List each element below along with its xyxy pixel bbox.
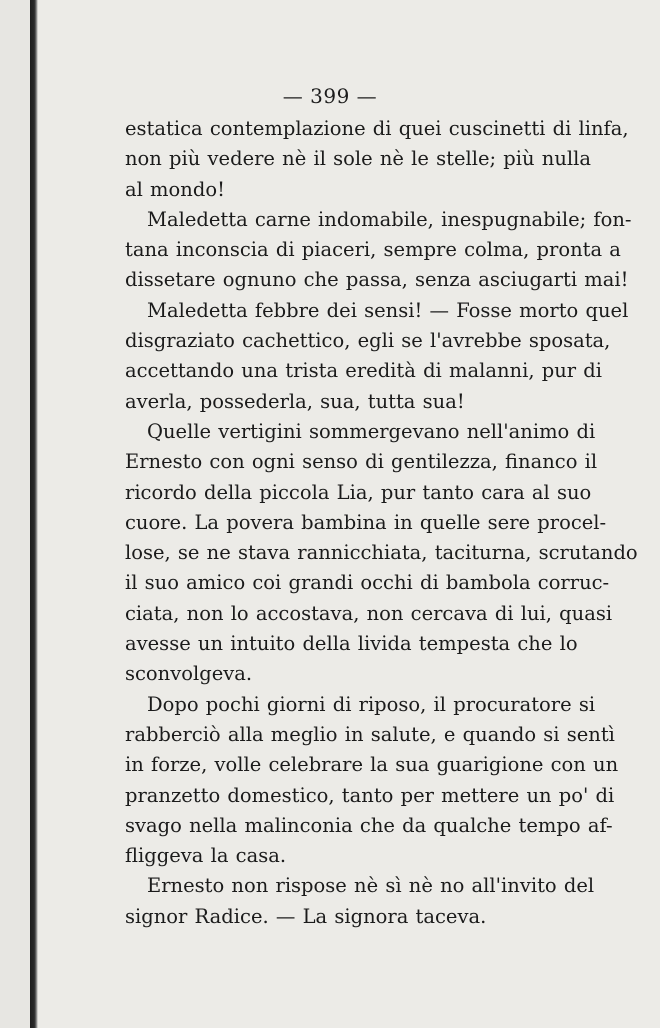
text-line: Ernesto non rispose nè sì nè no all'invito del [147,874,595,898]
text-line: Maledetta carne indomabile, inespugnabile; fon- [147,207,632,231]
text-line: svago nella malinconia che da qualche tempo af- [125,813,613,837]
text-body [125,114,638,932]
text-line: avesse un intuito della livida tempesta che lo [125,632,578,656]
binding-edge [30,0,38,1028]
paragraph-2 [125,205,632,296]
text-line: al mondo! [125,177,225,201]
text-line: lose, se ne stava rannicchiata, taciturna, scrutando [125,541,638,565]
paragraph-3 [125,296,629,417]
text-line: ricordo della piccola Lia, pur tanto cara al suo [125,480,592,504]
text-line: averla, possederla, sua, tutta sua! [125,389,465,413]
text-line: il suo amico coi grandi occhi di bambola corruc- [125,571,610,595]
text-line: estatica contemplazione di quei cuscinetti di linfa, [125,117,629,140]
page-gutter [0,0,30,1028]
page-number: — 399 — [282,84,378,108]
text-line: non più vedere nè il sole nè le stelle; più nulla [125,147,591,171]
text-line: pranzetto domestico, tanto per mettere un po' di [125,783,615,807]
text-line: Maledetta febbre dei sensi! — Fosse morto quel [147,298,629,322]
text-line: rabberciò alla meglio in salute, e quando si sentì [125,722,615,746]
text-line: sconvolgeva. [125,662,253,686]
paragraph-1 [125,114,629,205]
text-line: ciata, non lo accostava, non cercava di lui, quasi [125,601,613,625]
text-line: fliggeva la casa. [125,844,287,868]
paragraph-4 [125,417,638,690]
text-line: Quelle vertigini sommergevano nell'animo di [147,419,596,443]
text-line: tana inconscia di piaceri, sempre colma, pronta a [125,238,621,262]
text-line: cuore. La povera bambina in quelle sere procel- [125,510,607,534]
paragraph-5 [125,690,619,872]
text-line: Ernesto con ogni senso di gentilezza, financo il [125,450,598,474]
text-line: disgraziato cachettico, egli se l'avrebbe sposata, [125,329,611,353]
text-line: signor Radice. — La signora taceva. [125,904,487,928]
text-line: accettando una trista eredità di malanni, pur di [125,359,602,383]
text-line: dissetare ognuno che passa, senza asciugarti mai! [125,268,629,292]
text-line: in forze, volle celebrare la sua guarigione con un [125,753,619,777]
paragraph-6 [125,871,595,932]
text-line: Dopo pochi giorni di riposo, il procuratore si [147,692,596,716]
